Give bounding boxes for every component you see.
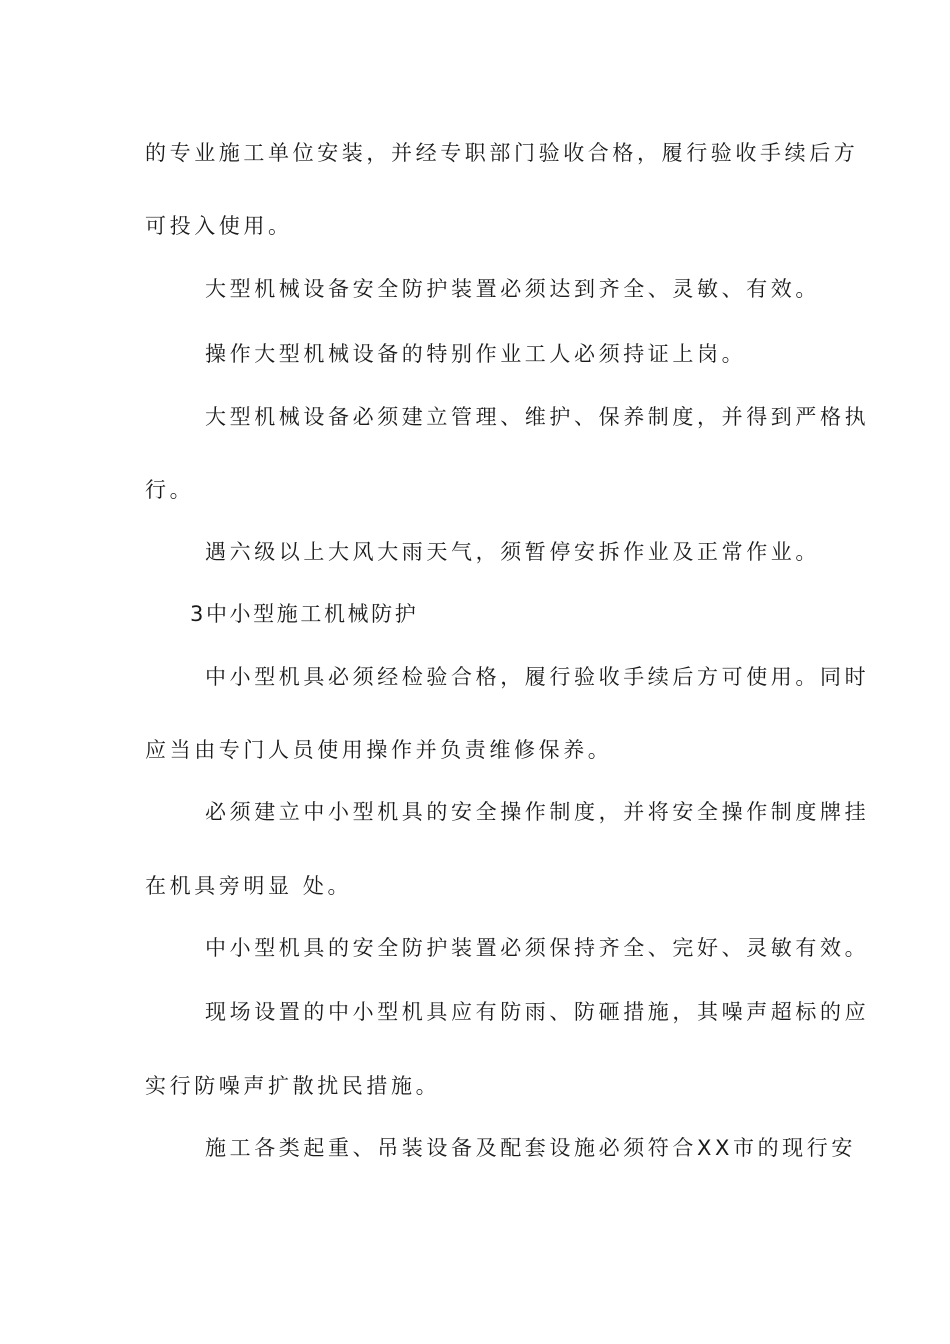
text-line: 中小型机具的安全防护装置必须保持齐全、完好、灵敏有效。 bbox=[205, 936, 870, 960]
text-line: 遇六级以上大风大雨天气，须暂停安拆作业及正常作业。 bbox=[205, 540, 820, 564]
text-line: 大型机械设备必须建立管理、维护、保养制度，并得到严格执 bbox=[205, 405, 870, 429]
text-line: 的专业施工单位安装，并经专职部门验收合格，履行验收手续后方 bbox=[145, 141, 859, 165]
section-heading: 3中小型施工机械防护 bbox=[190, 602, 419, 626]
text-line: 中小型机具必须经检验合格，履行验收手续后方可使用。同时 bbox=[205, 665, 870, 689]
text-line: 操作大型机械设备的特别作业工人必须持证上岗。 bbox=[205, 342, 747, 366]
text-line: 可投入使用。 bbox=[145, 214, 293, 238]
text-line: 在机具旁明显 处。 bbox=[145, 874, 353, 898]
text-line: 施工各类起重、吊装设备及配套设施必须符合XX市的现行安 bbox=[205, 1136, 856, 1160]
text-line: 必须建立中小型机具的安全操作制度，并将安全操作制度牌挂 bbox=[205, 800, 870, 824]
text-line: 行。 bbox=[145, 478, 195, 502]
text-line: 大型机械设备安全防护装置必须达到齐全、灵敏、有效。 bbox=[205, 277, 820, 301]
text-line: 实行防噪声扩散扰民措施。 bbox=[145, 1074, 441, 1098]
text-line: 现场设置的中小型机具应有防雨、防砸措施，其噪声超标的应 bbox=[205, 1000, 870, 1024]
text-line: 应当由专门人员使用操作并负责维修保养。 bbox=[145, 738, 613, 762]
